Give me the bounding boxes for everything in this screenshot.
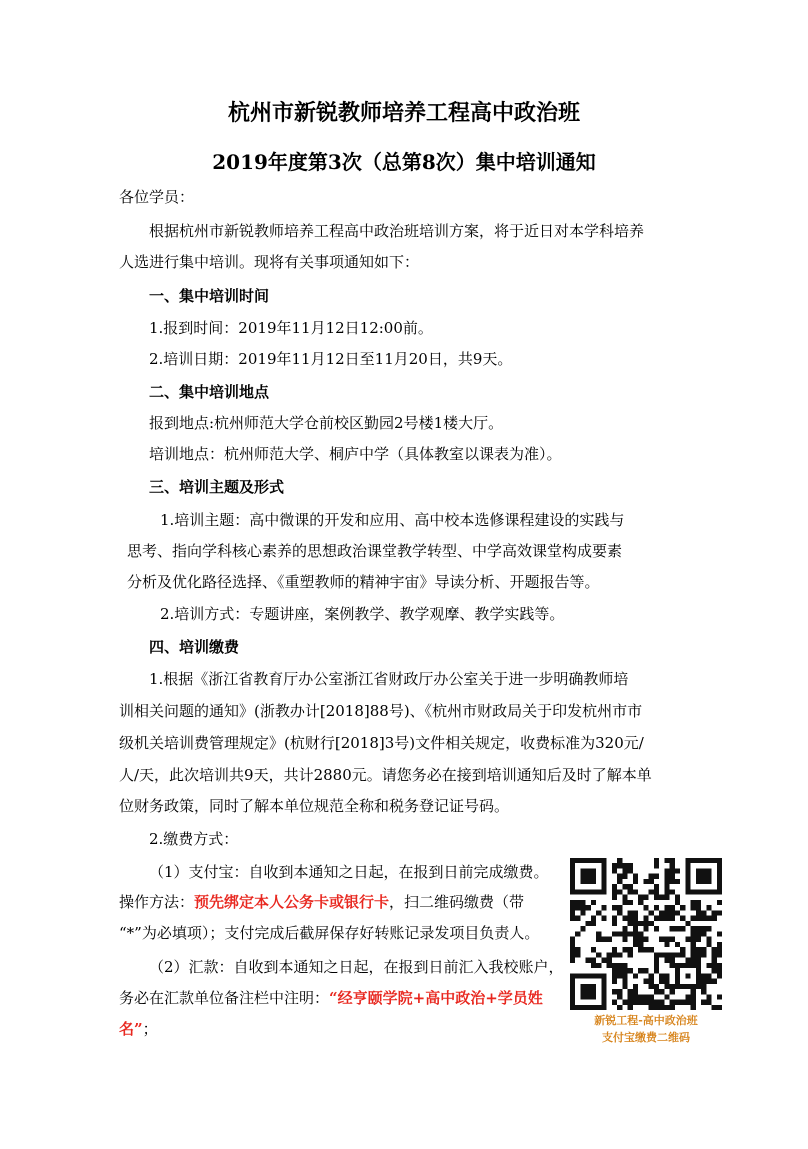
- alipay-bind-card-note: 预先绑定本人公务卡或银行卡: [194, 893, 390, 911]
- theme-line-3: 分析及优化路径选择、《重塑教师的精神宇宙》导读分析、开题报告等。: [127, 573, 600, 591]
- fee-line-2: 训相关问题的通知》(浙教办计[2018]88号)、《杭州市财政局关于印发杭州市市: [119, 702, 643, 720]
- alipay-line-2: [119, 891, 524, 913]
- theme-line-2: 思考、指向学科核心素养的思想政治课堂教学转型、中学高效课堂构成要素: [127, 542, 623, 560]
- remit-line-2: [119, 987, 543, 1009]
- remit-line-3: [119, 1018, 158, 1040]
- theme-line-1: 1.培训主题：高中微课的开发和应用、高中校本选修课程建设的实践与: [160, 511, 625, 529]
- remit-line-1: （2）汇款：自收到本通知之日起，在报到日前汇入我校账户，: [149, 958, 564, 976]
- intro-line-1: 根据杭州市新锐教师培养工程高中政治班培训方案，将于近日对本学科培养: [149, 222, 645, 240]
- section-1-heading: 一、集中培训时间: [149, 287, 270, 305]
- alipay-line-1: （1）支付宝：自收到本通知之日起，在报到日前完成缴费。: [149, 863, 549, 881]
- fee-line-4: 人/天，此次培训共9天，共计2880元。请您务必在接到培训通知后及时了解本单: [119, 766, 652, 784]
- remit-note-punct: ；: [142, 1020, 158, 1038]
- alipay-method-label: 操作方法：: [119, 893, 195, 911]
- alipay-line-3: “*”为必填项）；支付完成后截屏保存好转账记录发项目负责人。: [119, 924, 540, 942]
- fee-line-3: 级机关培训费管理规定》(杭财行[2018]3号)文件相关规定，收费标准为320元/: [119, 734, 644, 752]
- registration-time: 1.报到时间：2019年11月12日12:00前。: [149, 319, 433, 337]
- section-2-heading: 二、集中培训地点: [149, 383, 270, 401]
- document-subtitle: 2019年度第3次（总第8次）集中培训通知: [212, 150, 596, 174]
- document-title: 杭州市新锐教师培养工程高中政治班: [227, 100, 580, 126]
- greeting: 各位学员：: [119, 188, 195, 206]
- remit-note-required-end: 名”: [119, 1020, 143, 1038]
- alipay-qr-code[interactable]: [570, 858, 722, 1010]
- training-location: 培训地点：杭州师范大学、桐庐中学（具体教室以课表为准）。: [149, 445, 562, 463]
- intro-line-2: 人选进行集中培训。现将有关事项通知如下：: [119, 253, 420, 271]
- section-3-heading: 三、培训主题及形式: [149, 478, 285, 496]
- qr-caption-line-2: 支付宝缴费二维码: [602, 1031, 690, 1044]
- fee-line-1: 1.根据《浙江省教育厅办公室浙江省财政厅办公室关于进一步明确教师培: [149, 670, 629, 688]
- section-4-heading: 四、培训缴费: [149, 638, 240, 656]
- qr-caption-line-1: 新锐工程-高中政治班: [594, 1014, 698, 1027]
- remit-note-label: 务必在汇款单位备注栏中注明：: [119, 989, 330, 1007]
- training-dates: 2.培训日期：2019年11月12日至11月20日，共9天。: [149, 350, 513, 368]
- fee-line-5: 位财务政策，同时了解本单位规范全称和税务登记证号码。: [119, 797, 510, 815]
- remit-note-required: “经亨颐学院+高中政治+学员姓: [329, 989, 543, 1007]
- alipay-scan-note: ，扫二维码缴费（带: [389, 893, 525, 911]
- registration-location: 报到地点:杭州师范大学仓前校区勤园2号楼1楼大厅。: [149, 414, 504, 432]
- training-format: 2.培训方式：专题讲座，案例教学、教学观摩、教学实践等。: [160, 605, 565, 623]
- payment-methods-label: 2.缴费方式：: [149, 830, 239, 848]
